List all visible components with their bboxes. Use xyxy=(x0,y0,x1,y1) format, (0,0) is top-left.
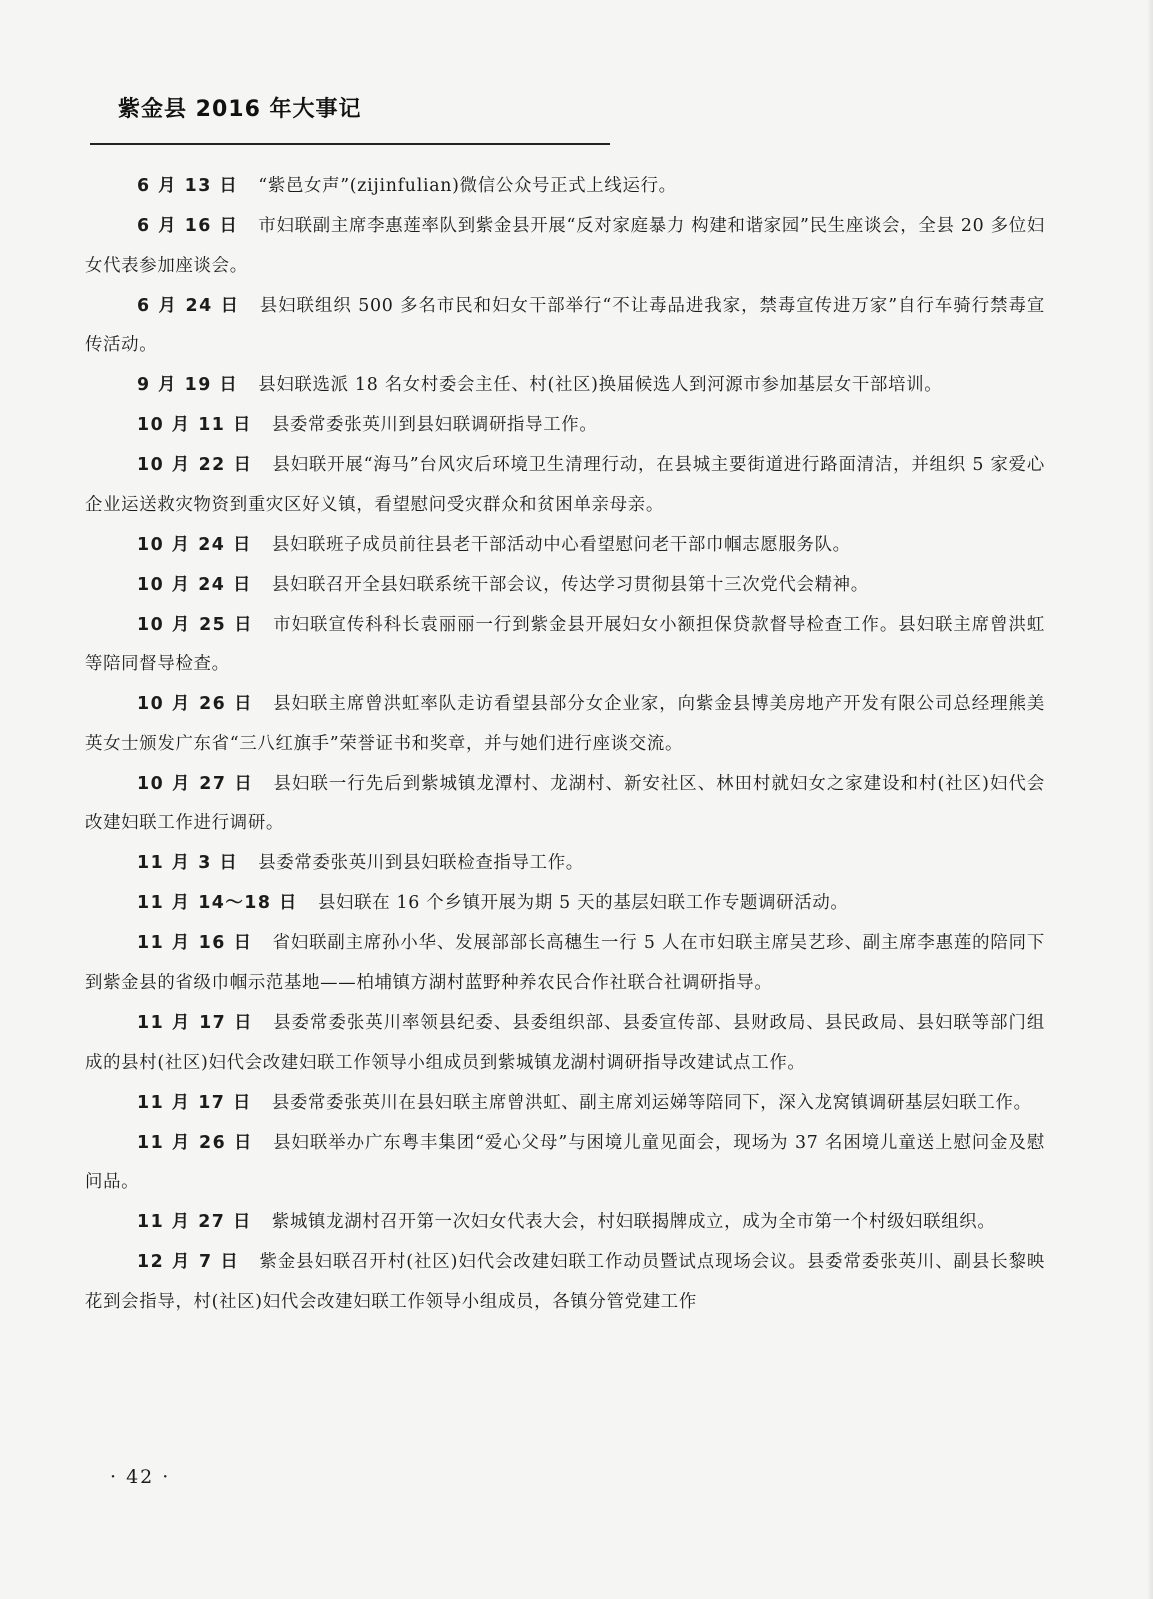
chronicle-entry xyxy=(85,1203,1045,1243)
chronicle-entry xyxy=(85,1084,1045,1124)
chronicle-entry xyxy=(85,1124,1045,1203)
chronicle-entry xyxy=(85,844,1045,884)
entry-date: 10 月 24 日 xyxy=(137,534,252,555)
chronicle-entry xyxy=(85,287,1045,366)
chronicle-entry xyxy=(85,406,1045,446)
entry-text: 县妇联一行先后到紫城镇龙潭村、龙湖村、新安社区、林田村就妇女之家建设和村(社区)妇代会改建妇联工作进行调研。 xyxy=(85,773,1045,834)
entry-date: 11 月 3 日 xyxy=(137,853,239,874)
chronicle-entry xyxy=(85,685,1045,764)
entry-text: 市妇联宣传科科长袁丽丽一行到紫金县开展妇女小额担保贷款督导检查工作。县妇联主席曾洪虹等陪同督导检查。 xyxy=(85,614,1045,675)
entry-text: 县委常委张英川到县妇联检查指导工作。 xyxy=(258,853,584,874)
entry-text: 县委常委张英川率领县纪委、县委组织部、县委宣传部、县财政局、县民政局、县妇联等部门组成的县村(社区)妇代会改建妇联工作领导小组成员到紫城镇龙湖村调研指导改建试点工作。 xyxy=(85,1012,1045,1073)
entry-text: 县委常委张英川在县妇联主席曾洪虹、副主席刘运娣等陪同下，深入龙窝镇调研基层妇联工作。 xyxy=(271,1092,1032,1113)
entry-date: 11 月 27 日 xyxy=(137,1212,252,1233)
entry-text: 县妇联在 16 个乡镇开展为期 5 天的基层妇联工作专题调研活动。 xyxy=(317,893,849,914)
entry-date: 10 月 22 日 xyxy=(137,455,253,476)
entry-text: 紫金县妇联召开村(社区)妇代会改建妇联工作动员暨试点现场会议。县委常委张英川、副县长黎映花到会指导，村(社区)妇代会改建妇联工作领导小组成员，各镇分管党建工作 xyxy=(85,1252,1046,1312)
chronicle-entry xyxy=(85,167,1045,207)
entry-date: 6 月 24 日 xyxy=(137,295,240,316)
entry-date: 11 月 17 日 xyxy=(137,1092,252,1113)
entry-text: 县妇联开展“海马”台风灾后环境卫生清理行动，在县城主要街道进行路面清洁，并组织 5 家爱心企业运送救灾物资到重灾区好义镇，看望慰问受灾群众和贫困单亲母亲。 xyxy=(85,455,1045,515)
entry-text: 县妇联主席曾洪虹率队走访看望县部分女企业家，向紫金县博美房地产开发有限公司总经理熊美英女士颁发广东省“三八红旗手”荣誉证书和奖章，并与她们进行座谈交流。 xyxy=(85,694,1045,754)
scan-edge-shadow xyxy=(1147,0,1153,1599)
chronicle-entry xyxy=(85,1243,1045,1322)
entry-date: 11 月 17 日 xyxy=(137,1012,254,1033)
entry-text: 县委常委张英川到县妇联调研指导工作。 xyxy=(271,415,598,436)
entry-text: 省妇联副主席孙小华、发展部部长高穗生一行 5 人在市妇联主席吴艺珍、副主席李惠莲的陪同下到紫金县的省级巾帼示范基地——柏埔镇方湖村蓝野种养农民合作社联合社调研指导。 xyxy=(85,933,1045,993)
entry-date: 12 月 7 日 xyxy=(137,1252,240,1273)
entry-date: 10 月 24 日 xyxy=(137,574,252,595)
running-head-title: 紫金县 2016 年大事记 xyxy=(118,97,362,122)
chronicle-entry xyxy=(85,884,1045,924)
entry-text: 紫城镇龙湖村召开第一次妇女代表大会，村妇联揭牌成立，成为全市第一个村级妇联组织。 xyxy=(271,1212,996,1233)
chronicle-entry xyxy=(85,1004,1045,1083)
entry-text: 县妇联班子成员前往县老干部活动中心看望慰问老干部巾帼志愿服务队。 xyxy=(271,534,851,555)
entry-date: 10 月 11 日 xyxy=(137,415,252,436)
chronicle-entry xyxy=(85,526,1045,566)
chronicle-entry xyxy=(85,446,1045,525)
chronicle-entry xyxy=(85,765,1045,844)
entry-text: “紫邑女声”(zijinfulian)微信公众号正式上线运行。 xyxy=(258,176,677,196)
entry-date: 6 月 16 日 xyxy=(137,215,239,236)
chronicle-entry xyxy=(85,606,1045,685)
chronicle-entry xyxy=(85,207,1045,286)
entry-date: 6 月 13 日 xyxy=(137,176,239,196)
entry-text: 县妇联举办广东粤丰集团“爱心父母”与困境儿童见面会，现场为 37 名困境儿童送上慰问金及慰问品。 xyxy=(85,1132,1045,1193)
entry-date: 11 月 26 日 xyxy=(137,1132,254,1153)
entry-text: 县妇联召开全县妇联系统干部会议，传达学习贯彻县第十三次党代会精神。 xyxy=(271,574,869,595)
chronicle-entries xyxy=(85,167,1045,1323)
entry-date: 10 月 27 日 xyxy=(137,773,254,794)
entry-text: 市妇联副主席李惠莲率队到紫金县开展“反对家庭暴力 构建和谐家园”民生座谈会，全县 20 多位妇女代表参加座谈会。 xyxy=(85,215,1045,276)
entry-date: 11 月 16 日 xyxy=(137,933,253,954)
entry-date: 10 月 26 日 xyxy=(137,694,254,715)
chronicle-entry xyxy=(85,566,1045,606)
header-rule xyxy=(90,143,610,145)
chronicle-entry xyxy=(85,924,1045,1003)
entry-text: 县妇联组织 500 多名市民和妇女干部举行“不让毒品进我家，禁毒宣传进万家”自行车骑行禁毒宣传活动。 xyxy=(85,295,1045,356)
chronicle-entry xyxy=(85,366,1045,406)
page-number: · 42 · xyxy=(110,1466,171,1488)
entry-text: 县妇联选派 18 名女村委会主任、村(社区)换届候选人到河源市参加基层女干部培训。 xyxy=(258,375,943,396)
entry-date: 10 月 25 日 xyxy=(137,614,254,635)
entry-date: 11 月 14～18 日 xyxy=(137,893,298,914)
entry-date: 9 月 19 日 xyxy=(137,375,239,396)
